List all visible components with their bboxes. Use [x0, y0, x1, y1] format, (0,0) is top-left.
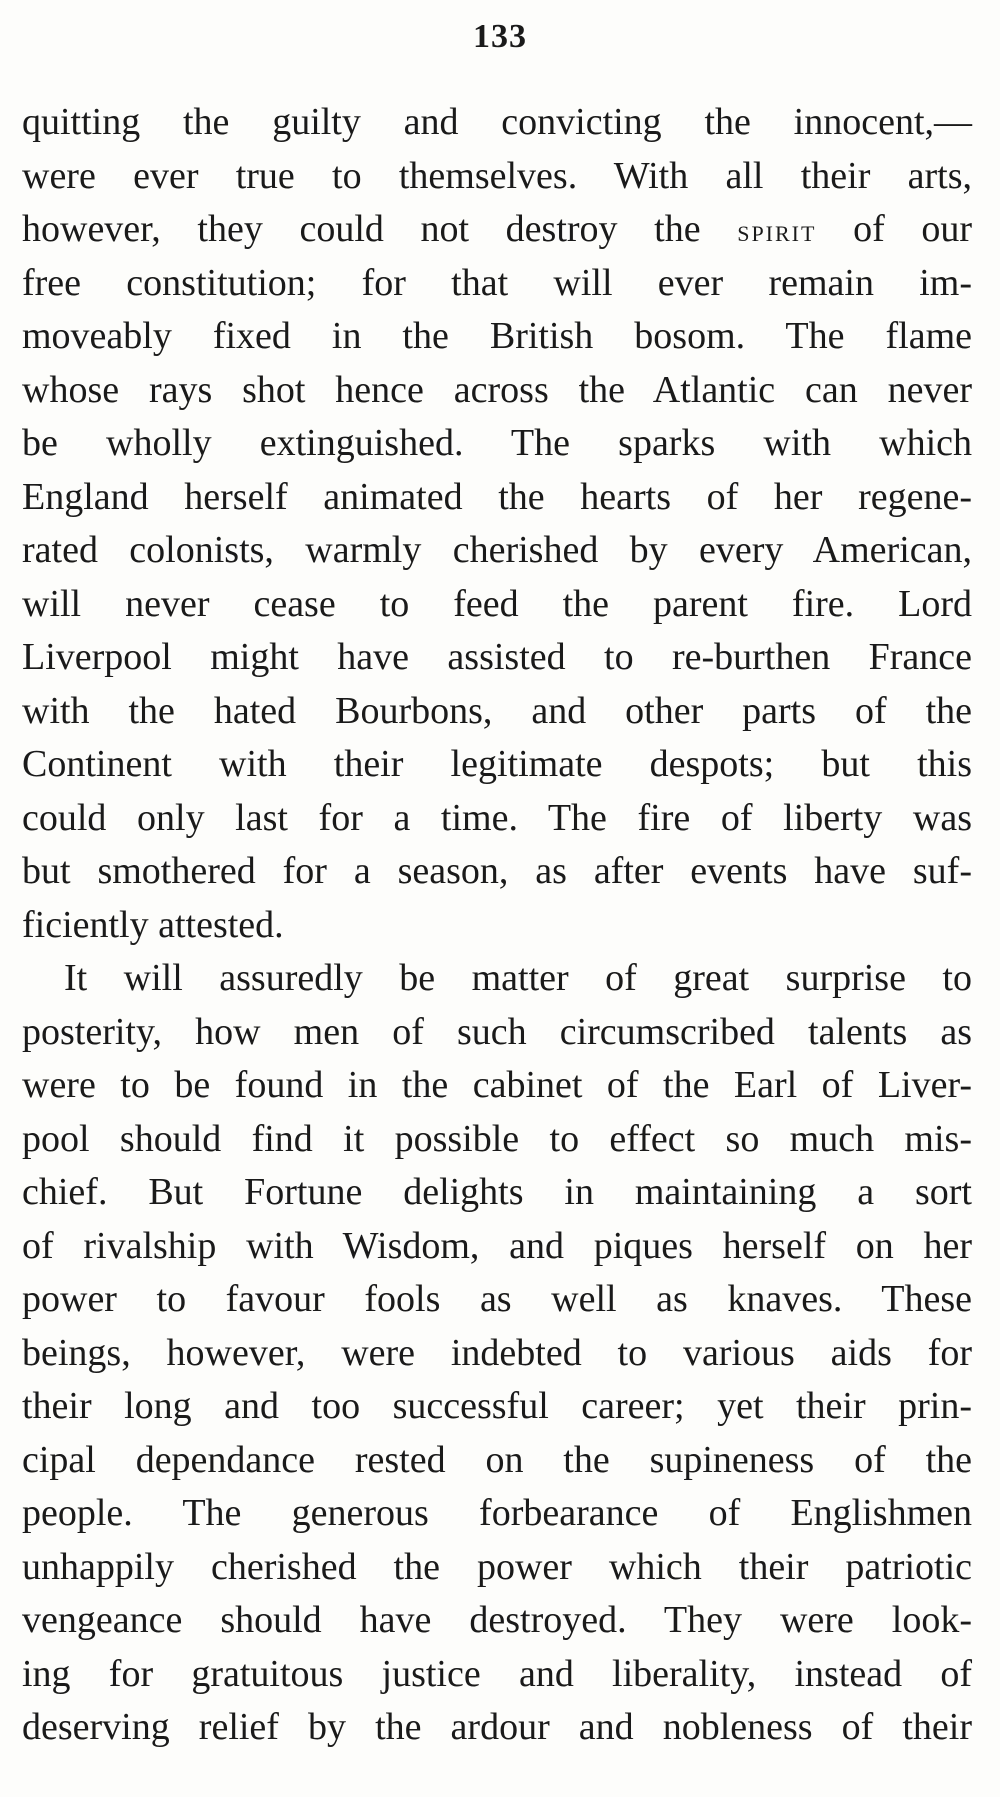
text-line: [22, 203, 972, 257]
small-caps-word: spirit: [737, 212, 817, 248]
text-line: posterity, how men of such circumscribed talents as: [22, 1010, 972, 1053]
text-line: rated colonists, warmly cherished by every American,: [22, 529, 972, 571]
text-line: deserving relief by the ardour and nobleness of their: [22, 1706, 972, 1748]
page-number: 133: [473, 18, 527, 55]
text-line: cipal dependance rested on the supineness of the: [22, 1438, 972, 1481]
text-line: ing for gratuitous justice and liberality, instead of: [22, 1652, 972, 1695]
text-line: England herself animated the hearts of her regene-: [22, 475, 972, 518]
text-line: It will assuredly be matter of great surprise to: [64, 957, 972, 999]
text-line: chief. But Fortune delights in maintaining a sort: [22, 1171, 972, 1213]
text-line: people. The generous forbearance of Englishmen: [22, 1492, 972, 1534]
text-segment: however, they could not destroy the: [22, 208, 738, 250]
text-line: of rivalship with Wisdom, and piques herself on her: [22, 1224, 972, 1267]
text-line: Continent with their legitimate despots; but this: [22, 743, 972, 785]
body-text: [22, 96, 972, 1755]
text-line: free constitution; for that will ever remain im-: [22, 261, 972, 304]
text-line: will never cease to feed the parent fire. Lord: [22, 582, 972, 625]
text-line: unhappily cherished the power which their patriotic: [22, 1545, 972, 1588]
text-line: were ever true to themselves. With all their arts,: [22, 154, 972, 197]
text-line: but smothered for a season, as after events have suf-: [22, 850, 972, 892]
text-line: quitting the guilty and convicting the innocent,—: [22, 101, 972, 143]
text-line: their long and too successful career; yet their prin-: [22, 1385, 972, 1427]
text-line: beings, however, were indebted to various aids for: [22, 1331, 972, 1374]
text-line: moveably fixed in the British bosom. The flame: [22, 315, 972, 357]
text-line: Liverpool might have assisted to re-burthen France: [22, 636, 972, 678]
text-line: pool should find it possible to effect so much mis-: [22, 1117, 972, 1160]
text-line: with the hated Bourbons, and other parts of the: [22, 689, 972, 732]
text-line: power to favour fools as well as knaves. These: [22, 1278, 972, 1320]
text-line: ficiently attested.: [22, 903, 284, 946]
text-line: vengeance should have destroyed. They were look-: [22, 1599, 972, 1641]
text-line: be wholly extinguished. The sparks with which: [22, 422, 972, 464]
text-line: whose rays shot hence across the Atlantic can never: [22, 368, 972, 411]
text-line: could only last for a time. The fire of liberty was: [22, 796, 972, 839]
text-line: were to be found in the cabinet of the Earl of Liver-: [22, 1064, 972, 1106]
text-segment: of our: [816, 208, 972, 250]
